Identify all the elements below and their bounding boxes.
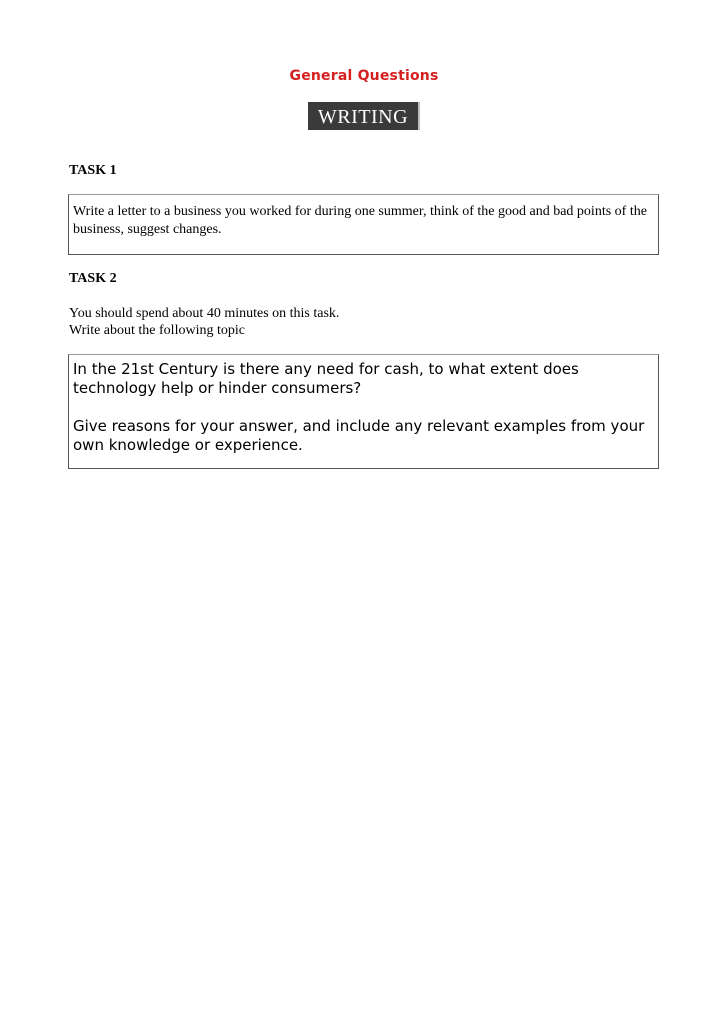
section-badge: WRITING bbox=[308, 102, 420, 130]
task-2-label: TASK 2 bbox=[69, 271, 117, 286]
task-2-prompt-box bbox=[68, 354, 659, 469]
task-2-topic-instruction: Write about the following topic bbox=[69, 323, 245, 338]
task-1-prompt-text: Write a letter to a business you worked for during one summer, think of the good and bad points of the business, suggest changes. bbox=[73, 204, 647, 237]
task-2-question-text: In the 21st Century is there any need for cash, to what extent does technology help or hinder consumers? bbox=[73, 360, 579, 397]
page-title: General Questions bbox=[289, 68, 439, 84]
task-1-label: TASK 1 bbox=[69, 163, 117, 178]
task-2-guidance-text: Give reasons for your answer, and include any relevant examples from your own knowledge or experience. bbox=[73, 417, 645, 454]
task-1-prompt-box bbox=[68, 194, 659, 255]
task-2-time-instruction: You should spend about 40 minutes on this task. bbox=[69, 306, 340, 321]
